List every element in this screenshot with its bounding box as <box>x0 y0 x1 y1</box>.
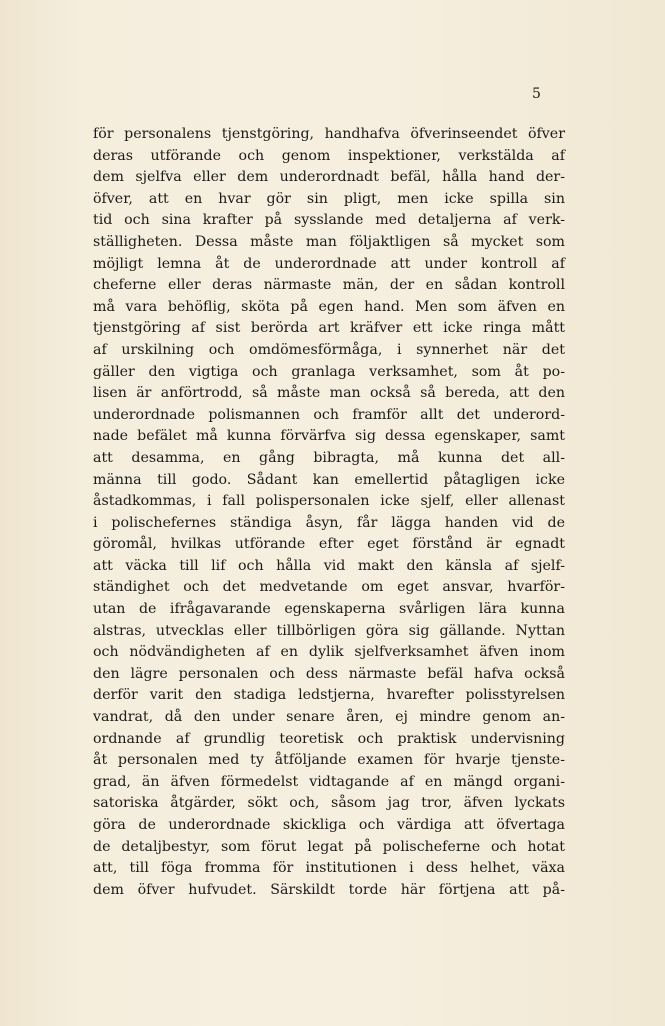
text-line: i polischefernes ständiga åsyn, får lägga handen vid de <box>93 514 565 531</box>
text-line: den lägre personalen och dess närmaste befäl hafva också <box>93 665 565 682</box>
body-text <box>93 124 565 901</box>
text-line: satoriska åtgärder, sökt och, såsom jag tror, äfven lyckats <box>93 795 565 812</box>
text-line: åstadkommas, i fall polispersonalen icke sjelf, eller allenast <box>93 493 565 510</box>
text-line: göra de underordnade skickliga och värdiga att öfvertaga <box>93 817 565 833</box>
text-line: gäller den vigtiga och granlaga verksamhet, som åt po- <box>93 363 565 380</box>
text-line: tid och sina krafter på sysslande med detaljerna af verk- <box>93 212 565 229</box>
text-line: för personalens tjenstgöring, handhafva öfverinseendet öfver <box>93 126 565 142</box>
text-line: ställigheten. Dessa måste man följaktligen så mycket som <box>93 233 565 250</box>
text-line: dem sjelfva eller dem underordnadt befäl, hålla hand der- <box>93 169 565 186</box>
text-line: lisen är anförtrodd, så måste man också så bereda, att den <box>93 385 565 402</box>
text-line: må vara behöflig, sköta på egen hand. Men som äfven en <box>93 298 565 315</box>
text-line: de detaljbestyr, som förut legat på polischeferne och hotat <box>93 838 565 855</box>
text-line: underordnade polismannen och framför allt det underord- <box>93 406 565 423</box>
text-line: öfver, att en hvar gör sin pligt, men icke spilla sin <box>93 190 565 207</box>
text-line: möjligt lemna åt de underordnade att under kontroll af <box>93 255 565 272</box>
text-line: dem öfver hufvudet. Särskildt torde här förtjena att på- <box>93 881 565 898</box>
text-line: alstras, utvecklas eller tillbörligen göra sig gällande. Nyttan <box>93 622 565 639</box>
text-line: derför varit den stadiga ledstjerna, hvarefter polisstyrelsen <box>93 687 565 704</box>
text-line: att desamma, en gång bibragta, må kunna det all- <box>93 449 565 466</box>
text-line: att, till föga fromma för institutionen i dess helhet, växa <box>93 860 565 877</box>
text-line: tjenstgöring af sist berörda art kräfver ett icke ringa mått <box>93 320 565 337</box>
text-line: ordnande af grundlig teoretisk och praktisk undervisning <box>93 730 565 747</box>
text-line: männa till godo. Sådant kan emellertid påtagligen icke <box>93 471 565 488</box>
text-line: cheferne eller deras närmaste män, der en sådan kontroll <box>93 277 565 294</box>
text-line: åt personalen med ty åtföljande examen för hvarje tjenste- <box>93 752 565 769</box>
text-line: och nödvändigheten af en dylik sjelfverksamhet äfven inom <box>93 644 565 661</box>
text-line: ständighet och det medvetande om eget ansvar, hvarför- <box>93 579 565 596</box>
text-line: deras utförande och genom inspektioner, verkstälda af <box>93 147 565 164</box>
text-line: af urskilning och omdömesförmåga, i synnerhet när det <box>93 341 565 358</box>
text-line: göromål, hvilkas utförande efter eget förstånd är egnadt <box>93 536 565 553</box>
text-line: nade befälet må kunna förvärfva sig dessa egenskaper, samt <box>93 428 565 445</box>
text-line: att väcka till lif och hålla vid makt den känsla af sjelf- <box>93 557 565 574</box>
page-number: 5 <box>532 86 541 102</box>
text-line: grad, än äfven förmedelst vidtagande af en mängd organi- <box>93 773 565 790</box>
text-line: vandrat, då den under senare åren, ej mindre genom an- <box>93 709 565 726</box>
text-line: utan de ifrågavarande egenskaperna svårligen lära kunna <box>93 601 565 618</box>
